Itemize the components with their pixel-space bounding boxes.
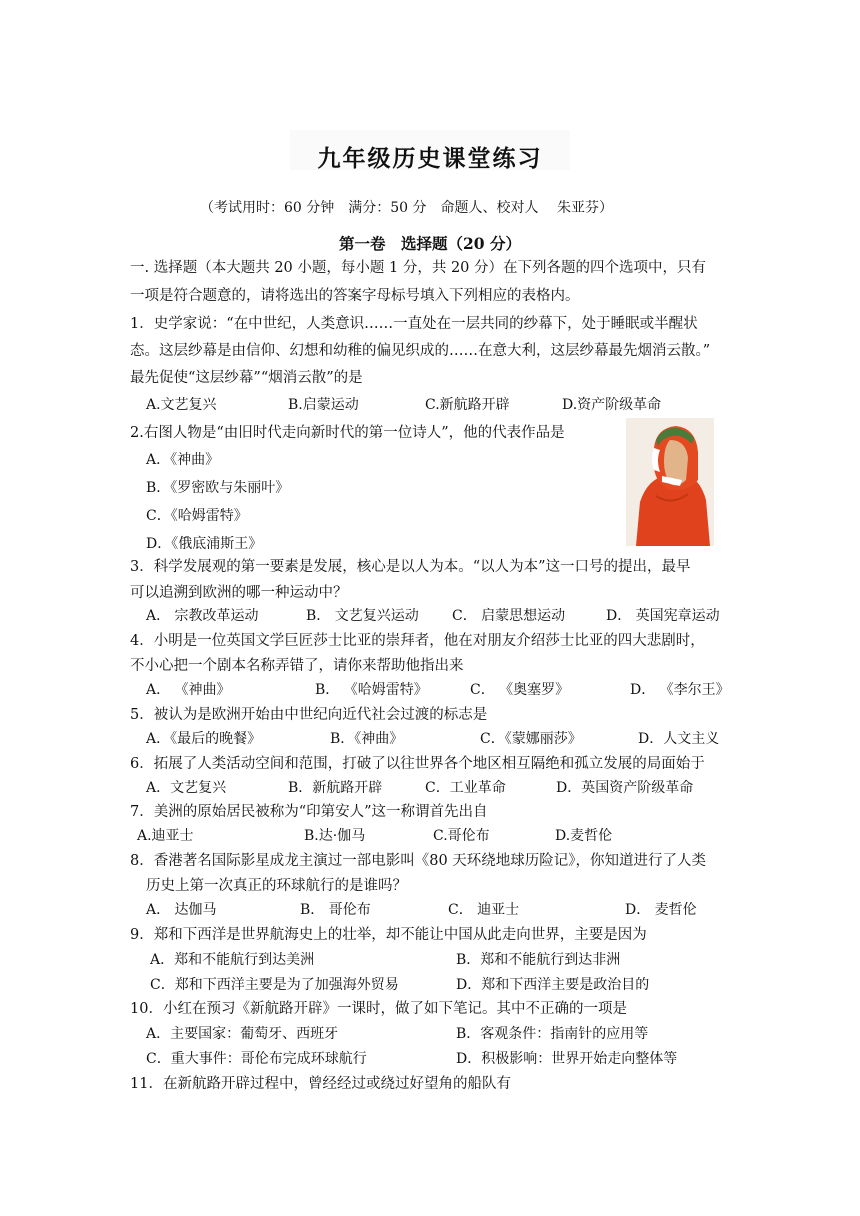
q6-option-d[interactable]: D．英国资产阶级革命 [556, 780, 694, 796]
q3-option-c[interactable]: C． 启蒙思想运动 [452, 608, 566, 624]
section-title: 第一卷 选择题（20 分） [339, 234, 521, 253]
q11-line-1: 11．在新航路开辟过程中，曾经经过或绕过好望角的船队有 [130, 1076, 511, 1092]
q8-option-d[interactable]: D． 麦哲伦 [625, 902, 697, 918]
q7-line-1: 7．美洲的原始居民被称为“印第安人”这一称谓首先出自 [130, 804, 488, 820]
q9-line-1: 9．郑和下西洋是世界航海史上的壮举，却不能让中国从此走向世界，主要是因为 [130, 927, 647, 943]
page-title: 九年级历史课堂练习 [317, 145, 543, 172]
instructions-line-1: 一. 选择题（本大题共 20 小题，每小题 1 分，共 20 分）在下列各题的四个选项中，只有 [130, 260, 706, 276]
q2-option-a[interactable]: A．《神曲》 [146, 452, 220, 468]
q10-option-d[interactable]: D．积极影响：世界开始走向整体等 [456, 1051, 678, 1067]
q3-line-1: 3．科学发展观的第一要素是发展，核心是以人为本。“以人为本”这一口号的提出，最早 [130, 559, 691, 575]
q9-option-a[interactable]: A．郑和不能航行到达美洲 [150, 952, 315, 968]
q8-line-1: 8．香港著名国际影星成龙主演过一部电影叫《80 天环绕地球历险记》，你知道进行了人类 [130, 853, 707, 869]
q5-option-a[interactable]: A．《最后的晚餐》 [146, 731, 262, 747]
q10-option-b[interactable]: B．客观条件：指南针的应用等 [456, 1026, 649, 1042]
q4-line-1: 4．小明是一位英国文学巨匠莎士比亚的崇拜者，他在对朋友介绍莎士比亚的四大悲剧时， [130, 633, 705, 649]
q8-option-a[interactable]: A． 达伽马 [146, 902, 217, 918]
q1-option-b[interactable]: B.启蒙运动 [288, 397, 359, 413]
q5-option-b[interactable]: B．《神曲》 [330, 731, 404, 747]
q2-option-d[interactable]: D．《俄底浦斯王》 [146, 536, 263, 552]
q7-option-a[interactable]: A.迪亚士 [137, 828, 194, 844]
q5-option-c[interactable]: C．《蒙娜丽莎》 [480, 731, 582, 747]
q6-option-c[interactable]: C．工业革命 [425, 780, 506, 796]
instructions-line-2: 一项是符合题意的，请将选出的答案字母标号填入下列相应的表格内。 [130, 288, 580, 304]
q4-option-b[interactable]: B． 《哈姆雷特》 [315, 682, 428, 698]
q8-option-b[interactable]: B． 哥伦布 [300, 902, 371, 918]
q9-option-b[interactable]: B．郑和不能航行到达非洲 [456, 952, 621, 968]
q1-line-1: 1．史学家说：“在中世纪，人类意识……一直处在一层共同的纱幕下，处于睡眠或半醒状 [130, 316, 698, 332]
q6-line-1: 6．拓展了人类活动空间和范围，打破了以往世界各个地区相互隔绝和孤立发展的局面始于 [130, 756, 705, 772]
q10-option-c[interactable]: C．重大事件：哥伦布完成环球航行 [146, 1051, 367, 1067]
q4-line-2: 不小心把一个剧本名称弄错了，请你来帮助他指出来 [130, 658, 464, 674]
q1-option-c[interactable]: C.新航路开辟 [425, 397, 510, 413]
q6-option-a[interactable]: A．文艺复兴 [146, 780, 227, 796]
q1-line-2: 态。这层纱幕是由信仰、幻想和幼稚的偏见织成的……在意大利，这层纱幕最先烟消云散。” [130, 343, 711, 359]
q9-option-c[interactable]: C．郑和下西洋主要是为了加强海外贸易 [150, 977, 399, 993]
q3-option-d[interactable]: D． 英国宪章运动 [606, 608, 720, 624]
q3-option-a[interactable]: A． 宗教改革运动 [146, 608, 259, 624]
q2-line-1: 2.右图人物是“由旧时代走向新时代的第一位诗人”，他的代表作品是 [130, 425, 565, 441]
q7-option-b[interactable]: B.达·伽马 [304, 828, 366, 844]
q3-line-2: 可以追溯到欧洲的哪一种运动中？ [130, 585, 348, 601]
q9-option-d[interactable]: D．郑和下西洋主要是政治目的 [456, 977, 650, 993]
q10-line-1: 10．小红在预习《新航路开辟》一课时，做了如下笔记。其中不正确的一项是 [130, 1001, 627, 1017]
q5-option-d[interactable]: D．人文主义 [638, 731, 720, 747]
q4-option-a[interactable]: A． 《神曲》 [146, 682, 231, 698]
q5-line-1: 5．被认为是欧洲开始由中世纪向近代社会过渡的标志是 [130, 707, 488, 723]
q8-line-2: 历史上第一次真正的环球航行的是谁吗？ [146, 878, 407, 894]
q1-line-3: 最先促使“这层纱幕”“烟消云散”的是 [130, 370, 363, 386]
q3-option-b[interactable]: B． 文艺复兴运动 [306, 608, 419, 624]
q1-option-a[interactable]: A.文艺复兴 [146, 397, 217, 413]
exam-info: （考试用时：60 分钟 满分：50 分 命题人、校对人 朱亚芬） [200, 200, 613, 216]
q2-option-c[interactable]: C．《哈姆雷特》 [146, 508, 248, 524]
q7-option-c[interactable]: C.哥伦布 [433, 828, 490, 844]
q10-option-a[interactable]: A．主要国家：葡萄牙、西班牙 [146, 1026, 339, 1042]
q4-option-c[interactable]: C． 《奥塞罗》 [470, 682, 570, 698]
q6-option-b[interactable]: B．新航路开辟 [288, 780, 383, 796]
q8-option-c[interactable]: C． 迪亚士 [448, 902, 520, 918]
dante-portrait-icon [626, 418, 714, 546]
q2-option-b[interactable]: B．《罗密欧与朱丽叶》 [146, 480, 290, 496]
q1-option-d[interactable]: D.资产阶级革命 [562, 397, 662, 413]
q7-option-d[interactable]: D.麦哲伦 [555, 828, 613, 844]
q4-option-d[interactable]: D． 《李尔王》 [630, 682, 730, 698]
